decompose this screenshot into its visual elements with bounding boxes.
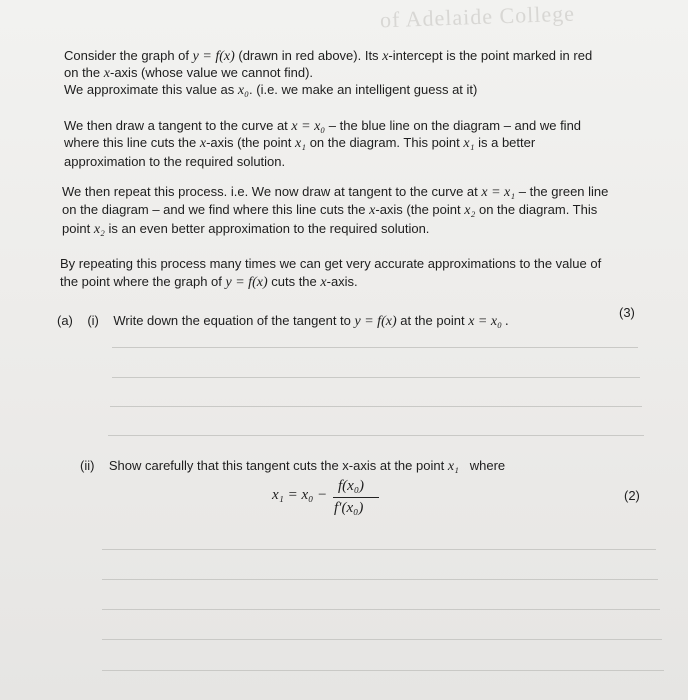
math-x: x [103, 66, 110, 81]
math-y-eq-fx: y = f(x) [354, 314, 397, 329]
intro-line-1 [64, 47, 592, 65]
answer-line[interactable] [102, 670, 664, 671]
formula-denominator: f′(x₀) [334, 500, 364, 516]
text: approximation to the required solution. [64, 154, 286, 169]
text: on the diagram. This point [309, 135, 460, 150]
question-i-label: (i) [87, 313, 99, 328]
answer-line[interactable] [112, 377, 640, 378]
tangent-line-1 [64, 117, 581, 135]
text: -axis (whose value we cannot find). [110, 65, 314, 80]
question-i-text: Write down the equation of the tangent to [113, 313, 351, 328]
intro-line-3 [64, 81, 477, 99]
text: Consider the graph of [64, 48, 190, 63]
marks-a-i: (3) [619, 305, 635, 320]
formula-numerator: f(x₀) [338, 478, 365, 494]
conclusion-line-2 [60, 273, 358, 291]
text: (drawn in red above). Its [238, 48, 379, 63]
math-x: x [382, 49, 389, 64]
text: where this line cuts the [64, 135, 197, 150]
answer-line[interactable] [102, 579, 658, 580]
repeat-line-3 [62, 220, 429, 238]
text: – the green line [518, 184, 609, 199]
math-y-eq-fx: y = f(x) [225, 275, 268, 290]
repeat-line-2 [62, 201, 597, 219]
repeat-line-1 [62, 183, 608, 201]
answer-line[interactable] [102, 639, 662, 640]
question-ii-text-b: where [469, 458, 506, 473]
answer-line[interactable] [102, 549, 656, 550]
text: We then draw a tangent to the curve at [64, 118, 288, 133]
question-a-label: (a) [57, 313, 73, 328]
text: . (i.e. we make an intelligent guess at it) [249, 82, 478, 97]
marks-a-ii: (2) [624, 488, 640, 503]
intro-line-2 [64, 64, 313, 82]
answer-line[interactable] [110, 406, 642, 407]
text: -axis (the point [206, 135, 292, 150]
math-y-eq-fx: y = f(x) [192, 49, 235, 64]
question-a-i [57, 312, 509, 330]
math-x2: x₂ [464, 203, 476, 218]
answer-line[interactable] [102, 609, 660, 610]
conclusion-line-1 [60, 255, 601, 272]
question-i-text-b: at the point [400, 313, 465, 328]
math-x: x [320, 275, 327, 290]
text: the point where the graph of [60, 274, 222, 289]
tangent-line-3 [64, 153, 285, 170]
math-x: x [199, 136, 207, 151]
bleed-through-text: of Adelaide College [379, 0, 576, 33]
math-x-eq-x0: x = x₀ [291, 119, 326, 134]
fraction-bar [333, 497, 379, 498]
answer-line[interactable] [112, 347, 638, 348]
text: -axis. [326, 274, 358, 289]
math-x-eq-x1: x = x₁ [481, 185, 516, 200]
text: By repeating this process many times we can get very accurate approximations to the value of [60, 256, 602, 271]
math-x1: x₁ [463, 136, 475, 151]
text: on the diagram – and we find where this line cuts the [62, 202, 366, 217]
formula-lhs: x₁ = x₀ − [272, 487, 328, 503]
math-x1: x₁ [447, 459, 459, 474]
text: is an even better approximation to the required solution. [108, 221, 430, 236]
math-x: x [369, 203, 376, 218]
math-x2: x₂ [93, 222, 105, 237]
text: – the blue line on the diagram – and we find [328, 118, 582, 133]
text: -intercept is the point marked in red [388, 48, 593, 63]
question-ii-text: Show carefully that this tangent cuts the x-axis at the point [108, 458, 445, 473]
math-x0: x₀ [237, 83, 250, 98]
math-x-eq-x0: x = x₀ . [468, 314, 509, 329]
math-x1: x₁ [294, 136, 307, 151]
text: on the diagram. This [478, 202, 598, 217]
text: cuts the [271, 274, 317, 289]
text: We approximate this value as [64, 82, 235, 97]
text: -axis (the point [375, 202, 461, 217]
text: point [62, 221, 91, 236]
question-a-ii [80, 457, 505, 475]
tangent-line-2 [64, 134, 535, 152]
text: We then repeat this process. i.e. We now draw at tangent to the curve at [62, 184, 478, 199]
answer-line[interactable] [108, 435, 644, 436]
text: on the [64, 65, 101, 80]
question-ii-label: (ii) [80, 458, 95, 473]
text: is a better [478, 135, 536, 150]
